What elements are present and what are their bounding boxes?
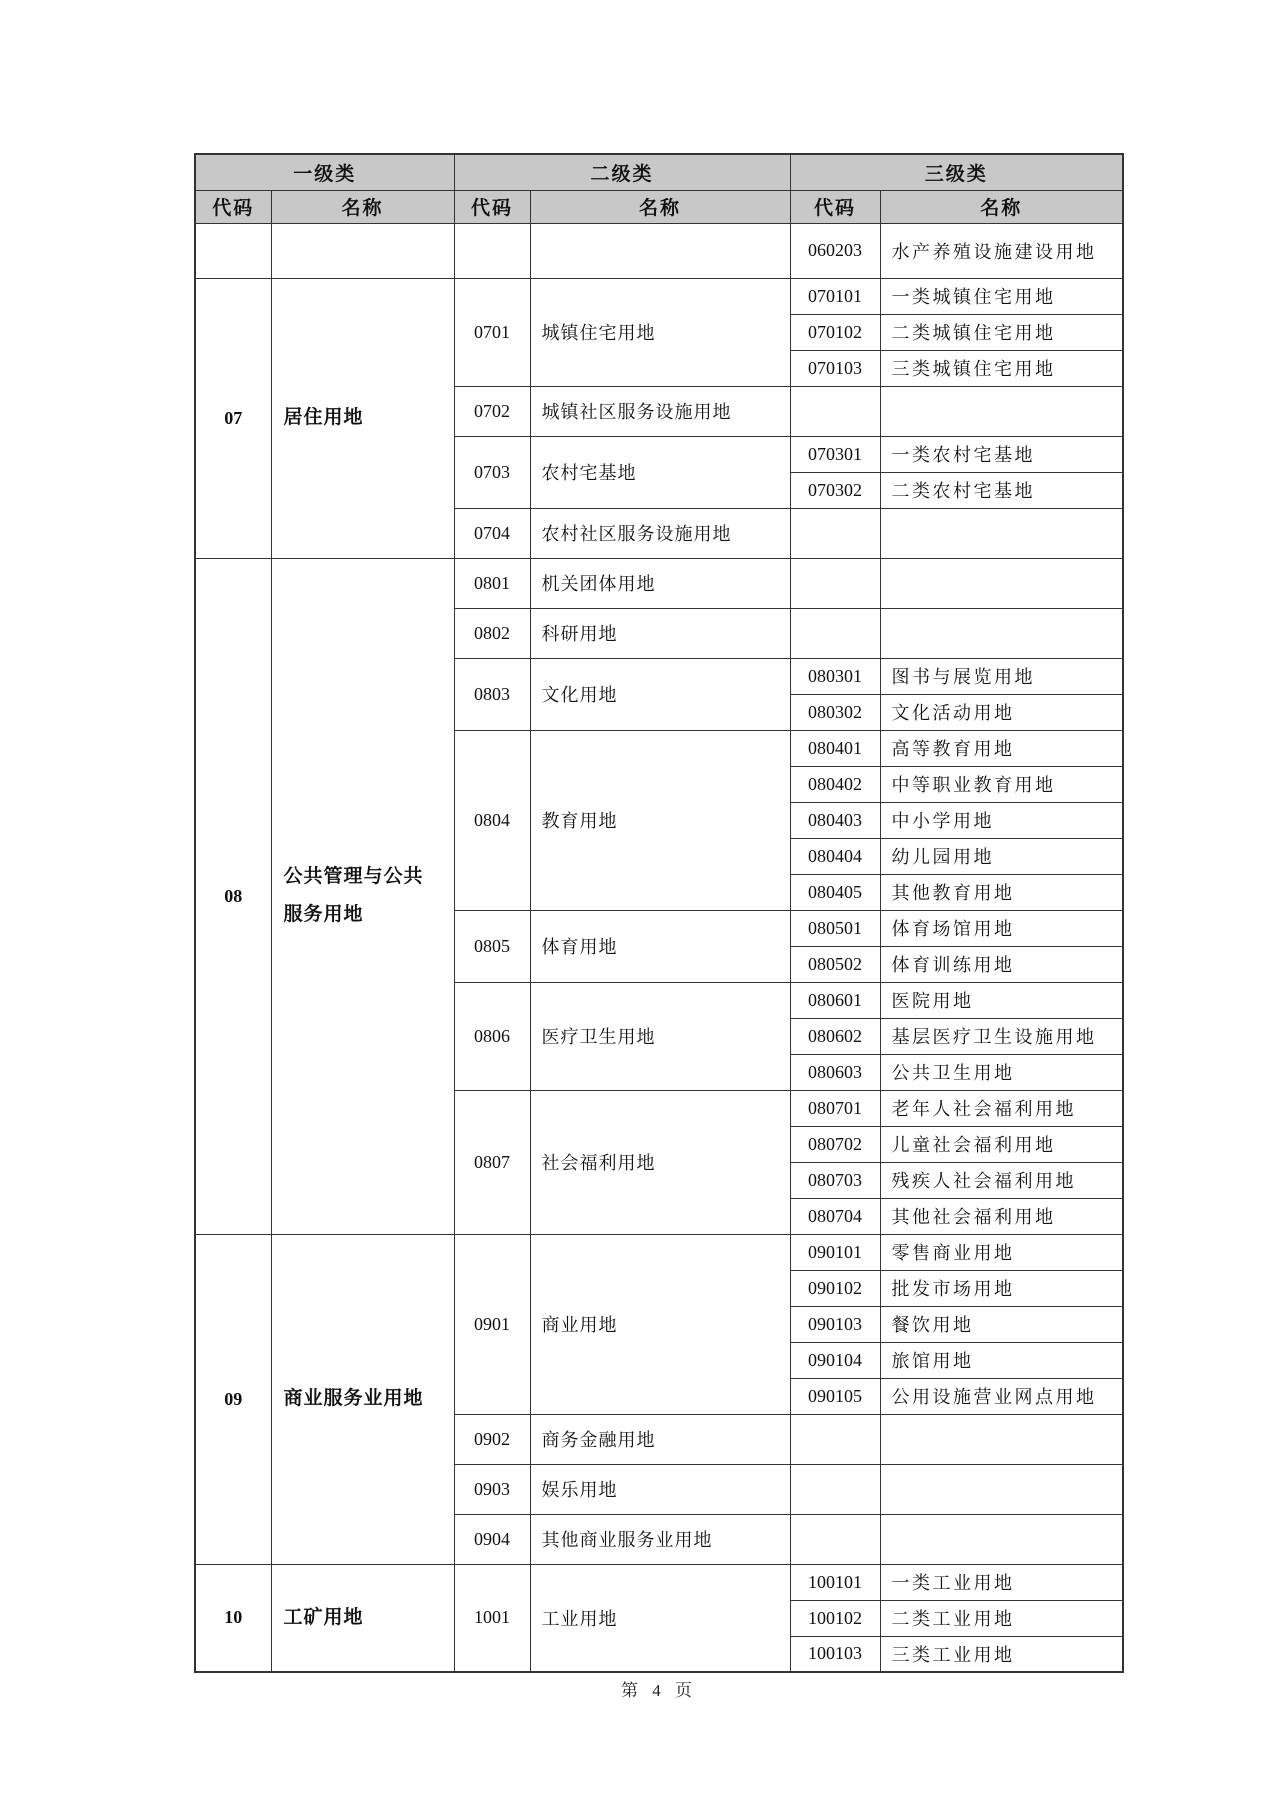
- l3-code-cell: 080602: [790, 1018, 880, 1054]
- l3-name-cell: [880, 1414, 1123, 1464]
- l3-code-cell: [790, 386, 880, 436]
- l3-name-cell: 二类农村宅基地: [880, 472, 1123, 508]
- l2-code-cell: 0802: [454, 608, 530, 658]
- l3-name-cell: 高等教育用地: [880, 730, 1123, 766]
- l3-name-cell: [880, 608, 1123, 658]
- l3-code-cell: 090104: [790, 1342, 880, 1378]
- l3-code-cell: 080402: [790, 766, 880, 802]
- l1-code-cell: [195, 223, 271, 278]
- l3-name-cell: 残疾人社会福利用地: [880, 1162, 1123, 1198]
- header-level-row: [195, 154, 1123, 190]
- l3-name-cell: 中小学用地: [880, 802, 1123, 838]
- header-level1: 一级类: [195, 154, 454, 190]
- l3-code-cell: 080405: [790, 874, 880, 910]
- l3-name-cell: 一类工业用地: [880, 1564, 1123, 1600]
- page-footer: [194, 1676, 1124, 1701]
- l1-name-cell: [271, 223, 454, 278]
- l3-code-cell: 090102: [790, 1270, 880, 1306]
- l3-code-cell: 100101: [790, 1564, 880, 1600]
- l3-name-cell: [880, 386, 1123, 436]
- l2-code-cell: 0803: [454, 658, 530, 730]
- l2-name-cell: 娱乐用地: [530, 1464, 790, 1514]
- l3-code-cell: 100103: [790, 1636, 880, 1672]
- l2-code-cell: [454, 223, 530, 278]
- table-row: [195, 278, 1123, 314]
- l3-name-cell: 三类城镇住宅用地: [880, 350, 1123, 386]
- l2-code-cell: 0904: [454, 1514, 530, 1564]
- l3-name-cell: 二类工业用地: [880, 1600, 1123, 1636]
- l2-code-cell: 0703: [454, 436, 530, 508]
- l3-code-cell: [790, 508, 880, 558]
- header-field-row: [195, 190, 1123, 223]
- l1-code-cell: 07: [195, 278, 271, 558]
- l3-name-cell: 三类工业用地: [880, 1636, 1123, 1672]
- l3-name-cell: 文化活动用地: [880, 694, 1123, 730]
- table-row: [195, 1564, 1123, 1600]
- l3-code-cell: 090105: [790, 1378, 880, 1414]
- l2-code-cell: 0901: [454, 1234, 530, 1414]
- l3-code-cell: 080502: [790, 946, 880, 982]
- l1-code-cell: 09: [195, 1234, 271, 1564]
- l1-name-cell: 商业服务业用地: [271, 1234, 454, 1564]
- l3-code-cell: 080603: [790, 1054, 880, 1090]
- table-body: [195, 223, 1123, 1672]
- l2-name-cell: 城镇社区服务设施用地: [530, 386, 790, 436]
- l1-code-cell: 10: [195, 1564, 271, 1672]
- l2-code-cell: 0807: [454, 1090, 530, 1234]
- l3-code-cell: 080704: [790, 1198, 880, 1234]
- l2-name-cell: 社会福利用地: [530, 1090, 790, 1234]
- header-l3-code: 代码: [790, 190, 880, 223]
- l3-name-cell: 医院用地: [880, 982, 1123, 1018]
- l3-code-cell: 060203: [790, 223, 880, 278]
- l3-code-cell: 080401: [790, 730, 880, 766]
- l3-name-cell: 体育训练用地: [880, 946, 1123, 982]
- l3-name-cell: [880, 1514, 1123, 1564]
- l2-name-cell: 工业用地: [530, 1564, 790, 1672]
- page-number: 第 4 页: [621, 1681, 697, 1700]
- l1-name-cell: 工矿用地: [271, 1564, 454, 1672]
- l3-code-cell: 080701: [790, 1090, 880, 1126]
- l3-name-cell: 餐饮用地: [880, 1306, 1123, 1342]
- l3-code-cell: 070102: [790, 314, 880, 350]
- l2-name-cell: 机关团体用地: [530, 558, 790, 608]
- l2-name-cell: 商业用地: [530, 1234, 790, 1414]
- l2-name-cell: 医疗卫生用地: [530, 982, 790, 1090]
- l2-name-cell: 其他商业服务业用地: [530, 1514, 790, 1564]
- l2-code-cell: 0801: [454, 558, 530, 608]
- l3-code-cell: 090103: [790, 1306, 880, 1342]
- l3-code-cell: 080302: [790, 694, 880, 730]
- l3-name-cell: 一类城镇住宅用地: [880, 278, 1123, 314]
- l1-name-cell: 公共管理与公共服务用地: [271, 558, 454, 1234]
- l2-code-cell: 0805: [454, 910, 530, 982]
- l3-name-cell: 幼儿园用地: [880, 838, 1123, 874]
- l3-code-cell: 070301: [790, 436, 880, 472]
- l2-name-cell: 文化用地: [530, 658, 790, 730]
- header-l1-code: 代码: [195, 190, 271, 223]
- l3-name-cell: 水产养殖设施建设用地: [880, 223, 1123, 278]
- l3-code-cell: [790, 1414, 880, 1464]
- table-row: [195, 1234, 1123, 1270]
- l3-code-cell: [790, 558, 880, 608]
- l2-name-cell: 体育用地: [530, 910, 790, 982]
- l2-name-cell: 科研用地: [530, 608, 790, 658]
- l3-name-cell: [880, 558, 1123, 608]
- l3-name-cell: [880, 1464, 1123, 1514]
- l3-name-cell: 公用设施营业网点用地: [880, 1378, 1123, 1414]
- l2-name-cell: 农村社区服务设施用地: [530, 508, 790, 558]
- l2-name-cell: 农村宅基地: [530, 436, 790, 508]
- l3-code-cell: 090101: [790, 1234, 880, 1270]
- l1-code-cell: 08: [195, 558, 271, 1234]
- land-use-classification-table: [194, 153, 1124, 1673]
- header-l2-name: 名称: [530, 190, 790, 223]
- l2-code-cell: 0702: [454, 386, 530, 436]
- l3-code-cell: 100102: [790, 1600, 880, 1636]
- table-row: [195, 223, 1123, 278]
- l3-code-cell: 070103: [790, 350, 880, 386]
- header-l3-name: 名称: [880, 190, 1123, 223]
- l3-code-cell: [790, 1514, 880, 1564]
- l2-code-cell: 0902: [454, 1414, 530, 1464]
- l2-name-cell: 教育用地: [530, 730, 790, 910]
- header-l2-code: 代码: [454, 190, 530, 223]
- l3-name-cell: 其他教育用地: [880, 874, 1123, 910]
- header-level3: 三级类: [790, 154, 1123, 190]
- l2-code-cell: 1001: [454, 1564, 530, 1672]
- l3-name-cell: 中等职业教育用地: [880, 766, 1123, 802]
- l2-code-cell: 0704: [454, 508, 530, 558]
- l3-code-cell: 080601: [790, 982, 880, 1018]
- l3-name-cell: 批发市场用地: [880, 1270, 1123, 1306]
- l3-code-cell: 070302: [790, 472, 880, 508]
- l2-code-cell: 0804: [454, 730, 530, 910]
- l3-name-cell: 基层医疗卫生设施用地: [880, 1018, 1123, 1054]
- l3-name-cell: 体育场馆用地: [880, 910, 1123, 946]
- l2-name-cell: [530, 223, 790, 278]
- l3-name-cell: 一类农村宅基地: [880, 436, 1123, 472]
- l3-code-cell: 080501: [790, 910, 880, 946]
- l3-code-cell: [790, 1464, 880, 1514]
- l3-code-cell: 080403: [790, 802, 880, 838]
- l1-name-cell: 居住用地: [271, 278, 454, 558]
- l3-code-cell: 080702: [790, 1126, 880, 1162]
- table-header: [195, 154, 1123, 223]
- l3-name-cell: 儿童社会福利用地: [880, 1126, 1123, 1162]
- l3-code-cell: 080703: [790, 1162, 880, 1198]
- l3-name-cell: 旅馆用地: [880, 1342, 1123, 1378]
- l3-name-cell: 图书与展览用地: [880, 658, 1123, 694]
- l2-code-cell: 0806: [454, 982, 530, 1090]
- l3-name-cell: 零售商业用地: [880, 1234, 1123, 1270]
- l3-name-cell: 二类城镇住宅用地: [880, 314, 1123, 350]
- l3-name-cell: 老年人社会福利用地: [880, 1090, 1123, 1126]
- l2-code-cell: 0701: [454, 278, 530, 386]
- l2-code-cell: 0903: [454, 1464, 530, 1514]
- header-level2: 二级类: [454, 154, 790, 190]
- l2-name-cell: 商务金融用地: [530, 1414, 790, 1464]
- l3-code-cell: 070101: [790, 278, 880, 314]
- l3-code-cell: [790, 608, 880, 658]
- table-row: [195, 558, 1123, 608]
- l3-name-cell: [880, 508, 1123, 558]
- l3-code-cell: 080301: [790, 658, 880, 694]
- l3-name-cell: 其他社会福利用地: [880, 1198, 1123, 1234]
- l3-code-cell: 080404: [790, 838, 880, 874]
- header-l1-name: 名称: [271, 190, 454, 223]
- l2-name-cell: 城镇住宅用地: [530, 278, 790, 386]
- l3-name-cell: 公共卫生用地: [880, 1054, 1123, 1090]
